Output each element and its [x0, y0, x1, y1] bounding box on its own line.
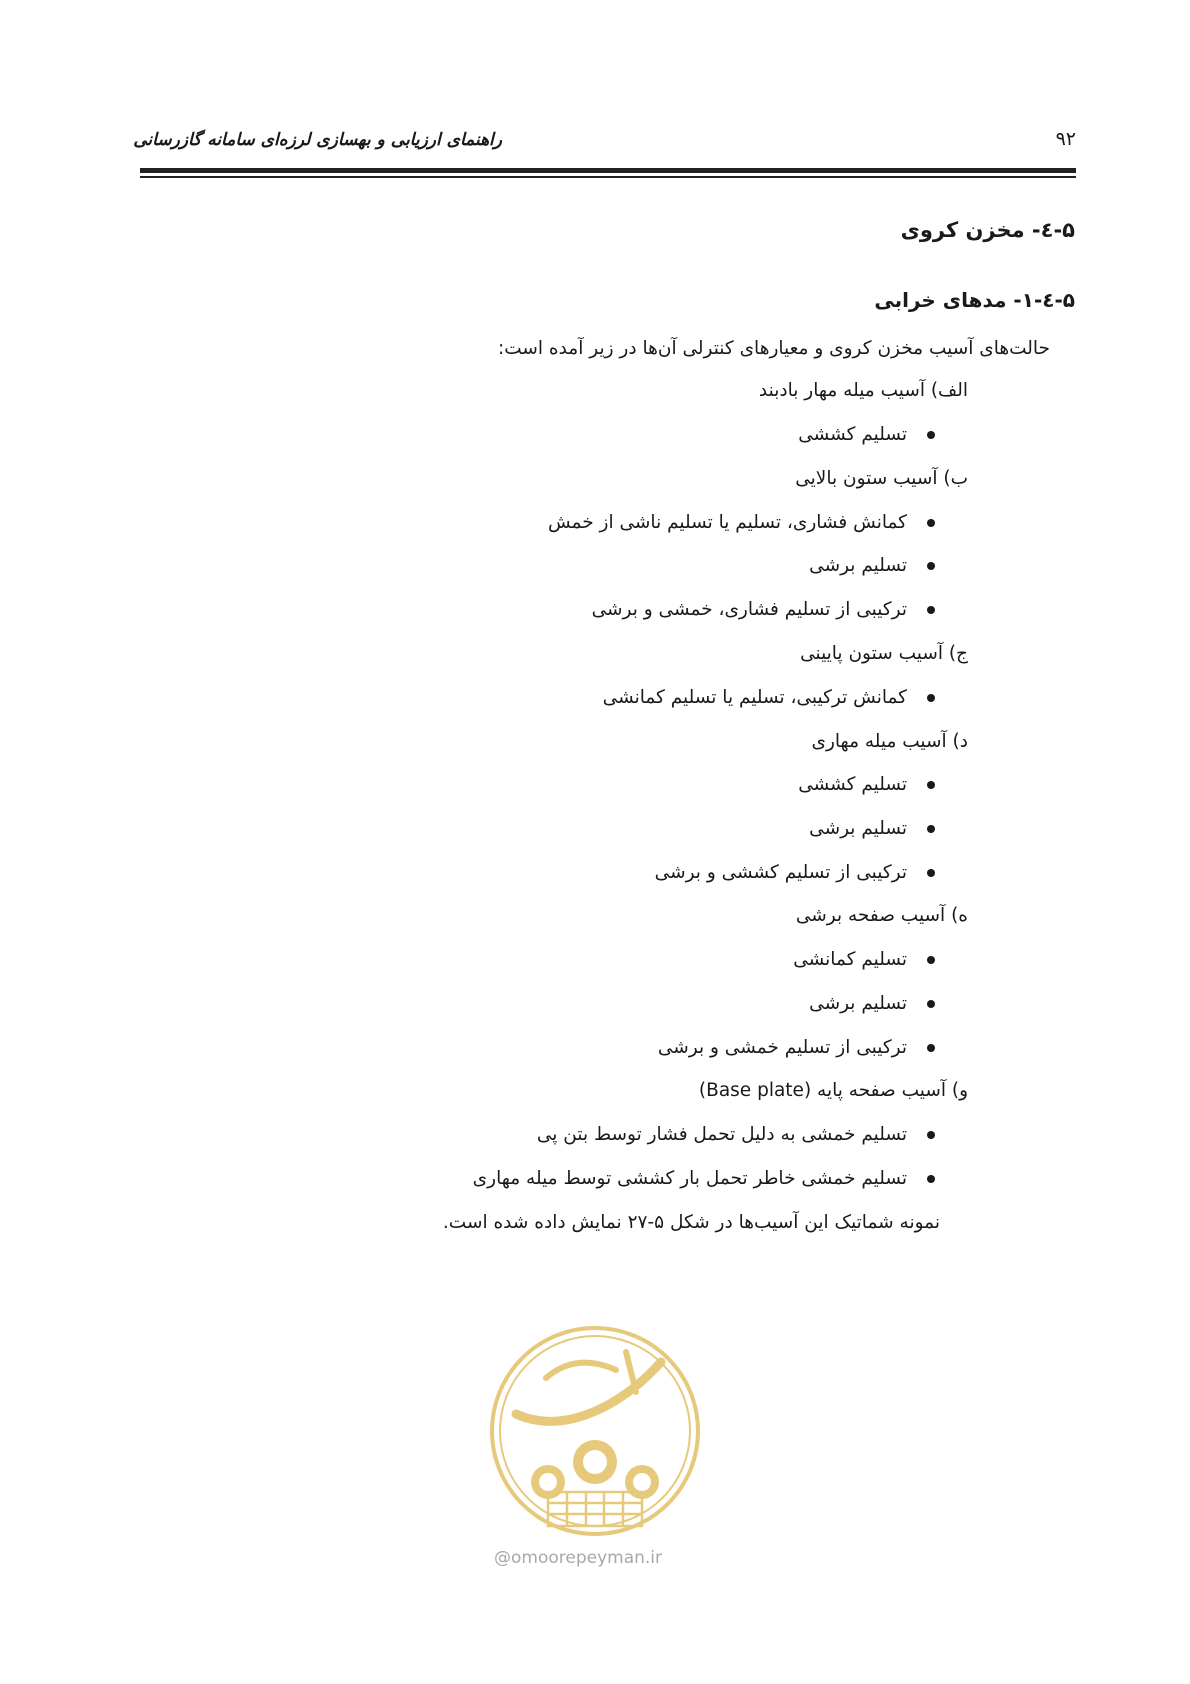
- list-item: [658, 1035, 907, 1061]
- bullet-icon: [927, 1131, 935, 1139]
- bullet-icon: [927, 781, 935, 789]
- bullet-icon: [927, 431, 935, 439]
- group-title: و) آسیب صفحه پایه (Base plate): [698, 1080, 968, 1101]
- list-item-text: کمانش فشاری، تسلیم یا تسلیم ناشی از خمش: [547, 512, 907, 533]
- header-rule-thin: [140, 176, 1076, 178]
- header-rule-thick: [140, 168, 1076, 173]
- list-item: [809, 816, 907, 842]
- bullet-icon: [927, 562, 935, 570]
- list-item-text: تسلیم برشی: [809, 993, 907, 1014]
- watermark-url: @omoorepeyman.ir: [494, 1548, 663, 1568]
- running-header: [133, 128, 1076, 158]
- group-title: الف) آسیب میله مهار بادبند: [758, 380, 968, 401]
- list-item: [809, 553, 907, 579]
- list-item-text: ترکیبی از تسلیم خمشی و برشی: [657, 1037, 907, 1058]
- list-item: [548, 510, 907, 536]
- bullet-icon: [927, 1000, 935, 1008]
- bullet-icon: [927, 694, 935, 702]
- list-item-text: تسلیم کمانشی: [793, 949, 907, 970]
- list-item: [537, 1122, 907, 1148]
- list-item: [473, 1166, 907, 1192]
- watermark-logo-icon: [486, 1322, 704, 1540]
- bullet-icon: [927, 1044, 935, 1052]
- bullet-icon: [927, 519, 935, 527]
- list-item-text: ترکیبی از تسلیم کششی و برشی: [654, 862, 907, 883]
- list-item: [809, 991, 907, 1017]
- group-title: ب) آسیب ستون بالایی: [795, 468, 968, 489]
- bullet-icon: [927, 956, 935, 964]
- list-item: [592, 597, 907, 623]
- list-item: [798, 772, 907, 798]
- section-heading: ۵-٤- مخزن کروی: [900, 218, 1075, 242]
- group-title: ج) آسیب ستون پایینی: [800, 643, 968, 664]
- list-item-text: تسلیم برشی: [809, 555, 907, 576]
- bullet-icon: [927, 869, 935, 877]
- list-item: [798, 422, 907, 448]
- list-item-text: تسلیم برشی: [809, 818, 907, 839]
- list-item-text: تسلیم کششی: [798, 424, 907, 445]
- header-title: راهنمای ارزیابی و بهسازی لرزه‌ای سامانه گازرسانی: [133, 130, 502, 150]
- list-item-text: تسلیم کششی: [798, 774, 907, 795]
- list-item-text: تسلیم خمشی خاطر تحمل بار کششی توسط میله مهاری: [472, 1168, 907, 1189]
- bullet-icon: [927, 606, 935, 614]
- closing-paragraph: نمونه شماتیک این آسیب‌ها در شکل ۵-۲۷ نمایش داده شده است.: [442, 1212, 940, 1233]
- intro-paragraph: حالت‌های آسیب مخزن کروی و معیارهای کنترلی آن‌ها در زیر آمده است:: [497, 338, 1050, 359]
- list-item-text: تسلیم خمشی به دلیل تحمل فشار توسط بتن پی: [536, 1124, 907, 1145]
- list-item: [603, 685, 907, 711]
- bullet-icon: [927, 825, 935, 833]
- page-number: ۹۲: [1055, 128, 1076, 150]
- subsection-heading: ۵-٤-۱- مدهای خرابی: [874, 288, 1075, 312]
- group-title: د) آسیب میله مهاری: [811, 731, 968, 752]
- list-item-text: کمانش ترکیبی، تسلیم یا تسلیم کمانشی: [602, 687, 907, 708]
- list-item-text: ترکیبی از تسلیم فشاری، خمشی و برشی: [591, 599, 907, 620]
- group-title: ه) آسیب صفحه برشی: [795, 905, 968, 926]
- list-item: [655, 860, 907, 886]
- list-item: [793, 947, 907, 973]
- bullet-icon: [927, 1175, 935, 1183]
